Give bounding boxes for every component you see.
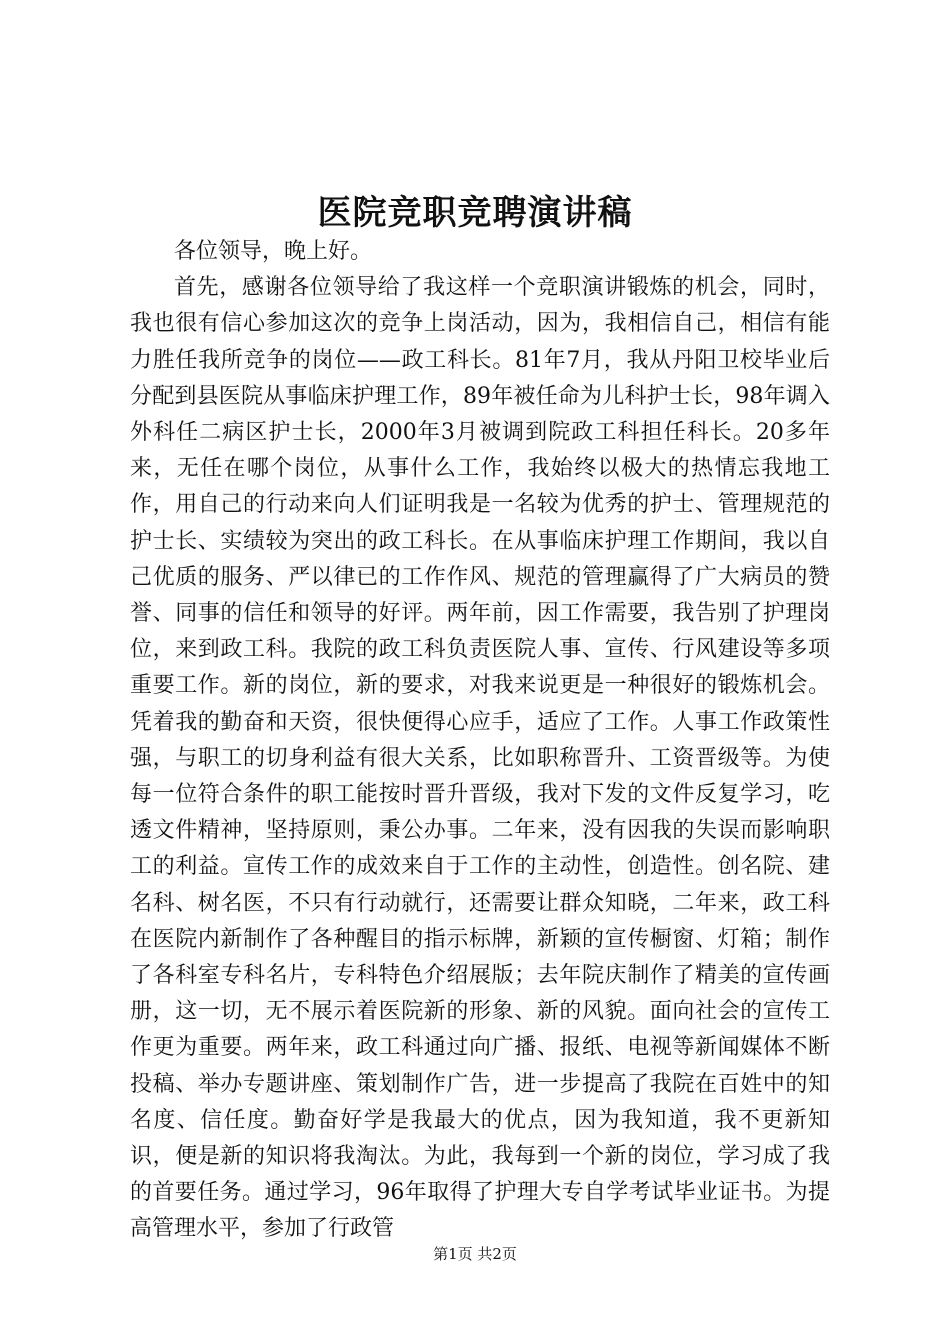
document-title: 医院竞职竞聘演讲稿	[317, 193, 633, 233]
main-paragraph: 首先，感谢各位领导给了我这样一个竞职演讲锻炼的机会，同时，我也很有信心参加这次的竞争上岗活动，因为，我相信自己，相信有能力胜任我所竞争的岗位——政工科长。81年7月，我从丹阳卫校毕业后分配到县医院从事临床护理工作，89年被任命为儿科护士长，98年调入外科任二病区护士长，2000年3月被调到院政工科担任科长。20多年来，无任在哪个岗位，从事什么工作，我始终以极大的热情忘我地工作，用自己的行动来向人们证明我是一名较为优秀的护士、管理规范的护士长、实绩较为突出的政工科长。在从事临床护理工作期间，我以自己优质的服务、严以律已的工作作风、规范的管理赢得了广大病员的赞誉、同事的信任和领导的好评。两年前，因工作需要，我告别了护理岗位，来到政工科。我院的政工科负责医院人事、宣传、行风建设等多项重要工作。新的岗位，新的要求，对我来说更是一种很好的锻炼机会。凭着我的勤奋和天资，很快便得心应手，适应了工作。人事工作政策性强，与职工的切身利益有很大关系，比如职称晋升、工资晋级等。为使每一位符合条件的职工能按时晋升晋级，我对下发的文件反复学习，吃透文件精神，坚持原则，秉公办事。二年来，没有因我的失误而影响职工的利益。宣传工作的成效来自于工作的主动性，创造性。创名院、建名科、树名医，不只有行动就行，还需要让群众知晓，二年来，政工科在医院内新制作了各种醒目的指示标牌，新颖的宣传橱窗、灯箱；制作了各科室专科名片，专科特色介绍展版；去年院庆制作了精美的宣传画册，这一切，无不展示着医院新的形象、新的风貌。面向社会的宣传工作更为重要。两年来，政工科通过向广播、报纸、电视等新闻媒体不断投稿、举办专题讲座、策划制作广告，进一步提高了我院在百姓中的知名度、信任度。勤奋好学是我最大的优点，因为我知道，我不更新知识，便是新的知识将我淘汰。为此，我每到一个新的岗位，学习成了我的首要任务。通过学习，96年取得了护理大专自学考试毕业证书。为提高管理水平，参加了行政管	[130, 275, 830, 1242]
greeting-paragraph: 各位领导，晚上好。	[174, 239, 373, 264]
page-footer: 第1页 共2页	[433, 1245, 517, 1263]
document-body	[130, 234, 830, 1248]
